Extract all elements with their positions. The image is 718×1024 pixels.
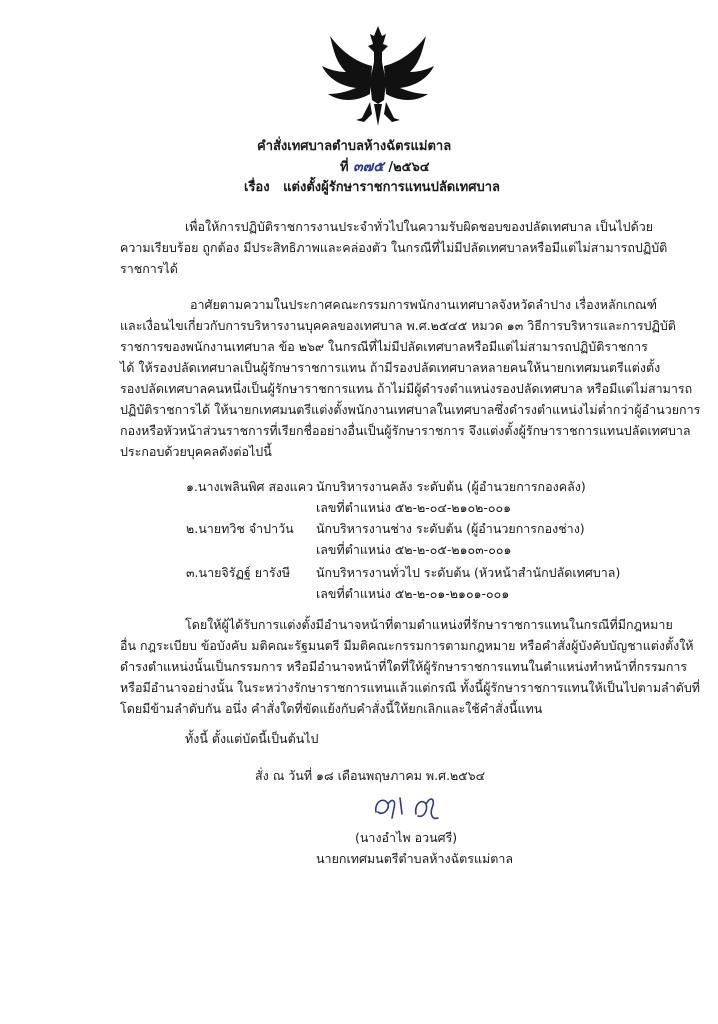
para2-line: รองปลัดเทศบาลคนหนึ่งเป็นผู้รักษาราชการแทน ถ้าไม่มีผู้ดำรงตำแหน่งรองปลัดเทศบาล หรือมีแต่ไม่สามารถ: [120, 381, 693, 396]
para2-line: กองหรือหัวหน้าส่วนราชการที่เรียกชื่ออย่างอื่นเป็นผู้รักษาราชการ จึงแต่งตั้งผู้รักษาราชการแทนปลัดเทศบาล: [120, 423, 691, 438]
subject-label: เรื่อง: [244, 180, 270, 195]
para2-line: ปฏิบัติราชการได้ ให้นายกเทศมนตรีแต่งตั้งพนักงานเทศบาลในเทศบาลซึ่งดำรงตำแหน่งไม่ต่ำกว่าผู้อำนวยการ: [120, 402, 701, 417]
appointee-code: เลขที่ตำแหน่ง ๕๒-๒-๐๔-๒๑๐๒-๐๐๑: [316, 500, 512, 515]
garuda-emblem-icon: [316, 22, 440, 130]
appointee-name: ๑.นางเพลินพิศ สองแคว: [186, 479, 314, 494]
order-date: สั่ง ณ วันที่ ๑๘ เดือนพฤษภาคม พ.ศ.๒๕๖๔: [255, 768, 486, 783]
effective-clause: ทั้งนี้ ตั้งแต่บัดนี้เป็นต้นไป: [185, 731, 319, 746]
para2-line: และเงื่อนไขเกี่ยวกับการบริหารงานบุคคลของเทศบาล พ.ศ.๒๕๔๕ หมวด ๑๓ วิธีการบริหารและการปฏิบัติ: [120, 318, 676, 333]
appointee-position: นักบริหารงานทั่วไป ระดับต้น (หัวหน้าสำนักปลัดเทศบาล): [316, 565, 621, 580]
para2-line: ราชการของพนักงานเทศบาล ข้อ ๒๖๙ ในกรณีที่ไม่มีปลัดเทศบาลหรือมีแต่ไม่สามารถปฏิบัติราชการ: [120, 339, 648, 354]
order-title: คำสั่งเทศบาลตำบลห้างฉัตรแม่ตาล: [257, 139, 452, 154]
para2-line: ประกอบด้วยบุคคลดังต่อไปนี้: [120, 444, 272, 459]
para1-line: ราชการได้: [120, 261, 178, 276]
handwritten-signature-icon: [370, 790, 450, 824]
order-number: [340, 159, 430, 176]
para2-line: อาศัยตามความในประกาศคณะกรรมการพนักงานเทศบาลจังหวัดลำปาง เรื่องหลักเกณฑ์: [190, 297, 658, 312]
order-number-prefix: ที่: [340, 160, 349, 175]
subject-text: แต่งตั้งผู้รักษาราชการแทนปลัดเทศบาล: [283, 180, 501, 195]
order-subject: [244, 180, 500, 196]
para3-line: โดยมีข้ามลำดับกัน อนึ่ง คำสั่งใดที่ขัดแย้งกับคำสั่งนี้ให้ยกเลิกและใช้คำสั่งนี้แทน: [120, 701, 543, 716]
appointee-code: เลขที่ตำแหน่ง ๕๒-๒-๐๕-๒๑๐๓-๐๐๑: [316, 542, 512, 557]
appointee-name: ๓.นายจิรัฏฐ์ ยารังษี: [186, 565, 291, 580]
order-number-suffix: /๒๕๖๔: [388, 160, 430, 175]
para3-line: อื่น กฎระเบียบ ข้อบังคับ มติคณะรัฐมนตรี มีมติคณะกรรมการตามกฎหมาย หรือคำสั่งผู้บังคับบัญชาแต่งตั้งให้: [120, 638, 694, 653]
para1-line: ความเรียบร้อย ถูกต้อง มีประสิทธิภาพและคล่องตัว ในกรณีที่ไม่มีปลัดเทศบาลหรือมีแต่ไม่สามารถปฏิบัติ: [120, 240, 668, 255]
para3-line: ดำรงตำแหน่งนั้นเป็นกรรมการ หรือมีอำนาจหน้าที่ใดที่ให้ผู้รักษาราชการแทนในตำแหน่งทำหน้าที่กรรมการ: [120, 659, 688, 674]
appointee-name: ๒.นายทวิช จำปาวัน: [186, 521, 294, 536]
para3-line: หรือมีอำนาจอย่างนั้น ในระหว่างรักษาราชการแทนแล้วแต่กรณี ทั้งนี้ผู้รักษาราชการแทนให้เป็นไปตามลำดับที่: [120, 680, 701, 695]
appointee-code: เลขที่ตำแหน่ง ๕๒-๒-๐๑-๒๑๐๑-๐๐๑: [316, 586, 510, 601]
para1-line: เพื่อให้การปฏิบัติราชการงานประจำทั่วไปในความรับผิดชอบของปลัดเทศบาล เป็นไปด้วย: [185, 219, 654, 234]
order-number-handwritten: ๓๗๕: [353, 159, 384, 175]
signatory-name: (นางอำไพ อวนศรี): [355, 830, 458, 845]
para3-line: โดยให้ผู้ได้รับการแต่งตั้งมีอำนาจหน้าที่ตามตำแหน่งที่รักษาราชการแทนในกรณีที่มีกฎหมาย: [185, 617, 673, 632]
signatory-title: นายกเทศมนตรีตำบลห้างฉัตรแม่ตาล: [316, 851, 514, 866]
appointee-position: นักบริหารงานคลัง ระดับต้น (ผู้อำนวยการกองคลัง): [316, 479, 586, 494]
appointee-position: นักบริหารงานช่าง ระดับต้น (ผู้อำนวยการกองช่าง): [316, 521, 585, 536]
para2-line: ได้ ให้รองปลัดเทศบาลเป็นผู้รักษาราชการแทน ถ้ามีรองปลัดเทศบาลหลายคนให้นายกเทศมนตรีแต่งตั้ง: [120, 360, 661, 375]
